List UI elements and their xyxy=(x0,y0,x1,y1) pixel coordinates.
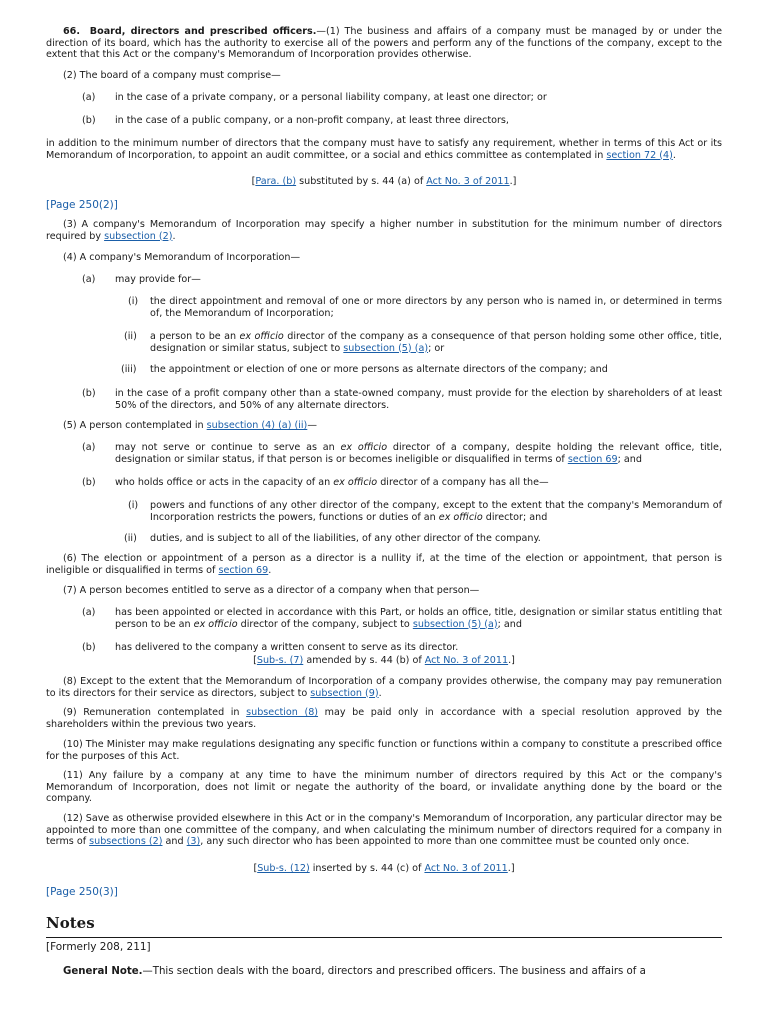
link-subsection-8[interactable]: subsection (8) xyxy=(246,707,319,718)
amendment-note-2b: [Para. (b) substituted by s. 44 (a) of Act No. 3 of 2011.] xyxy=(251,176,517,187)
general-note-label: General Note. xyxy=(63,966,143,977)
link-subsection-2[interactable]: subsection (2) xyxy=(104,230,173,242)
subsection-12: (12) Save as otherwise provided elsewhere in this Act or in the company's Memorandum of Incorporation, any particular director may be appointed to more than one committee of the company, and when calculating the minimum number of directors required for a company in terms of subsections (2) and (3), any such director who has been appointed to more than one committee must be counted only once. xyxy=(46,813,722,848)
link-subsection-5a[interactable]: subsection (5) (a) xyxy=(412,618,498,630)
link-para-b[interactable]: Para. (b) xyxy=(255,176,297,187)
section-number: 66. xyxy=(63,26,80,37)
notes-heading: Notes xyxy=(46,914,95,932)
subsection-9: (9) Remuneration contemplated in subsection (8) may be paid only in accordance with a special resolution approved by the shareholders within the previous two years. xyxy=(46,707,723,730)
link-section-69[interactable]: section 69 xyxy=(567,453,618,465)
link-act-3-2011[interactable]: Act No. 3 of 2011 xyxy=(426,176,510,187)
subsection-5-intro: (5) A person contemplated in subsection (4) (a) (ii)— xyxy=(63,420,317,431)
subsection-2-tail: in addition to the minimum number of directors that the company must have to satisfy any requirement, whether in terms of this Act or its Memorandum of Incorporation, to appoint an audit committee, or a social and ethics committee as contemplated in section 72 (4). xyxy=(46,138,722,161)
section-heading: Board, directors and prescribed officers. xyxy=(89,26,317,37)
section-66-subsection-1: 66. Board, directors and prescribed officers.—(1) The business and affairs of a company must be managed by or under the direction of its board, which has the authority to exercise all of the powers and perform any of the functions of the company, except to the extent that this Act or the company's Memorandum of Incorporation provides otherwise. xyxy=(46,26,723,61)
link-subsection-3[interactable]: (3) xyxy=(186,836,201,848)
link-subsection-4aii[interactable]: subsection (4) (a) (ii) xyxy=(206,420,308,431)
subsection-11: (11) Any failure by a company at any time to have the minimum number of directors required by this Act or the company's Memorandum of Incorporation, does not limit or negate the authority of the board, or invalidate anything done by the board or the company. xyxy=(46,770,722,805)
amendment-note-sub-12: [Sub-s. (12) inserted by s. 44 (c) of Act No. 3 of 2011.] xyxy=(253,863,515,874)
subsection-3: (3) A company's Memorandum of Incorporation may specify a higher number in substitution for the minimum number of directors required by subsection (2). xyxy=(46,219,722,242)
notes-divider xyxy=(46,937,722,938)
link-sub-s-12[interactable]: Sub-s. (12) xyxy=(257,863,310,874)
general-note: General Note.—This section deals with the board, directors and prescribed officers. The business and affairs of a xyxy=(63,966,646,977)
document-page: 66. Board, directors and prescribed officers.—(1) The business and affairs of a company must be managed by or under the direction of its board, which has the authority to exercise all of the powers and perform any of the functions of the company, except to the extent that this Act or the company's Memorandum of Incorporation provides otherwise. (2) The board of a company must comprise— (a) in the case of a private company, or a personal liability company, at least one director; or (b) in the case of a public company, or a non-profit company, at least three directors, in addition to the minimum number of directors that the company must have to satisfy any requirement, whether in terms of this Act or its Memorandum of Incorporation, to appoint an audit committee, or a social and ethics committee as contemplated in section 72 (4). [Para. (b) substituted by s. 44 (a) of Act No. 3 of 2011.] [Page 250(2)] (3) A company's Memorandum of Incorporation may specify a higher number in substitution for the minimum number of directors required by subsection (2). (4) A company's Memorandum of Incorporation— (a) may provide for— (i) the direct appointment and removal of one or more directors by any person who is named in, or determined in terms of, the Memorandum of Incorporation; (ii) a person to be an ex officio director of the company as a consequence of that person holding some other office, title, designation or similar status, subject to subsection (5) (a); or (iii) the appointment or election of one or more persons as alternate directors of the company; and (b) in the case of a profit company other than a state-owned company, must provide for the election by shareholders of at least 50% of the directors, and 50% of any alternate directors. (5) A person contemplated in subsection (4) (a) (ii)— (a) may not serve or continue to serve as an ex officio director of a company, despite holding the relevant office, title, designation or similar status, if that person is or becomes ineligible or disqualified in terms of section 69; and (b) who holds office or acts in the capacity of an ex officio director of a company has all the— (i) powers and functions of any other director of the company, except to the extent that the company's Memorandum of Incorporation restricts the powers, functions or duties of an ex officio director; and (ii) duties, and is subject to all of the liabilities, of any other director of the company. (6) The election or appointment of a person as a director is a nullity if, at the time of the election or appointment, that person is ineligible or disqualified in terms of section 69. (7) A person becomes entitled to serve as a director of a company when that person— (a) has been appointed or elected in accordance with this Part, or holds an office, title, designation or similar status entitling that person to be an ex officio director of the company, subject to subsection (5) (a); and (b) has delivered to the company a written consent to serve as its director. [Sub-s. (7) amended by s. 44 (b) of Act No. 3 of 2011.] (8) Except to the extent that the Memorandum of Incorporation of a company provides otherwise, the company may pay remuneration to its directors for their service as directors, subject to subsection (9). (9) Remuneration contemplated in subsection (8) may be paid only in accordance with a special resolution approved by the shareholders within the previous two years. (10) The Minister may make regulations designating any specific function or functions within a company to constitute a prescribed office for the purposes of this Act. (11) Any failure by a company at any time to have the minimum number of directors required by this Act or the company's Memorandum of Incorporation, does not limit or negate the authority of the board, or invalidate anything done by the board or the company. (12) Save as otherwise provided elsewhere in this Act or in the company's Memorandum of Incorporation, any particular director may be appointed to more than one committee of the company, and when calculating the minimum number of directors required for a company in terms of subsections (2) and (3), any such director who has been appointed to more than one committee must be counted only once. [Sub-s. (12) inserted by s. 44 (c) of Act No. 3 of 2011.] [Page 250(3)] Notes [Formerly 208, 211] General Note.—This section deals with the board, directors and prescribed officers. The business and affairs of a xyxy=(46,26,723,977)
link-act-3-2011[interactable]: Act No. 3 of 2011 xyxy=(424,655,509,666)
subsection-2-intro: (2) The board of a company must comprise— xyxy=(63,70,281,81)
subsection-8: (8) Except to the extent that the Memorandum of Incorporation of a company provides otherwise, the company may pay remuneration to its directors for their service as directors, subject to subsection (9). xyxy=(46,676,722,699)
subsection-6: (6) The election or appointment of a person as a director is a nullity if, at the time of the election or appointment, that person is ineligible or disqualified in terms of section 69. xyxy=(46,553,722,576)
page-reference: [Page 250(3)] xyxy=(46,886,118,898)
link-subsections-2[interactable]: subsections (2) xyxy=(89,836,163,848)
link-section-72-4[interactable]: section 72 (4) xyxy=(606,149,673,161)
subsection-4-intro: (4) A company's Memorandum of Incorporation— xyxy=(63,252,301,263)
link-section-69[interactable]: section 69 xyxy=(218,564,269,576)
page-reference: [Page 250(2)] xyxy=(46,199,118,211)
subsection-10: (10) The Minister may make regulations designating any specific function or functions within a company to constitute a prescribed office for the purposes of this Act. xyxy=(46,739,722,762)
link-sub-s-7[interactable]: Sub-s. (7) xyxy=(256,655,304,666)
link-subsection-9[interactable]: subsection (9) xyxy=(310,687,379,699)
link-subsection-5a[interactable]: subsection (5) (a) xyxy=(343,342,429,354)
link-act-3-2011[interactable]: Act No. 3 of 2011 xyxy=(424,863,508,874)
formerly-note: [Formerly 208, 211] xyxy=(46,941,151,953)
amendment-note-sub-7: [Sub-s. (7) amended by s. 44 (b) of Act No. 3 of 2011.] xyxy=(253,655,515,666)
subsection-7-intro: (7) A person becomes entitled to serve as a director of a company when that person— xyxy=(63,585,480,596)
